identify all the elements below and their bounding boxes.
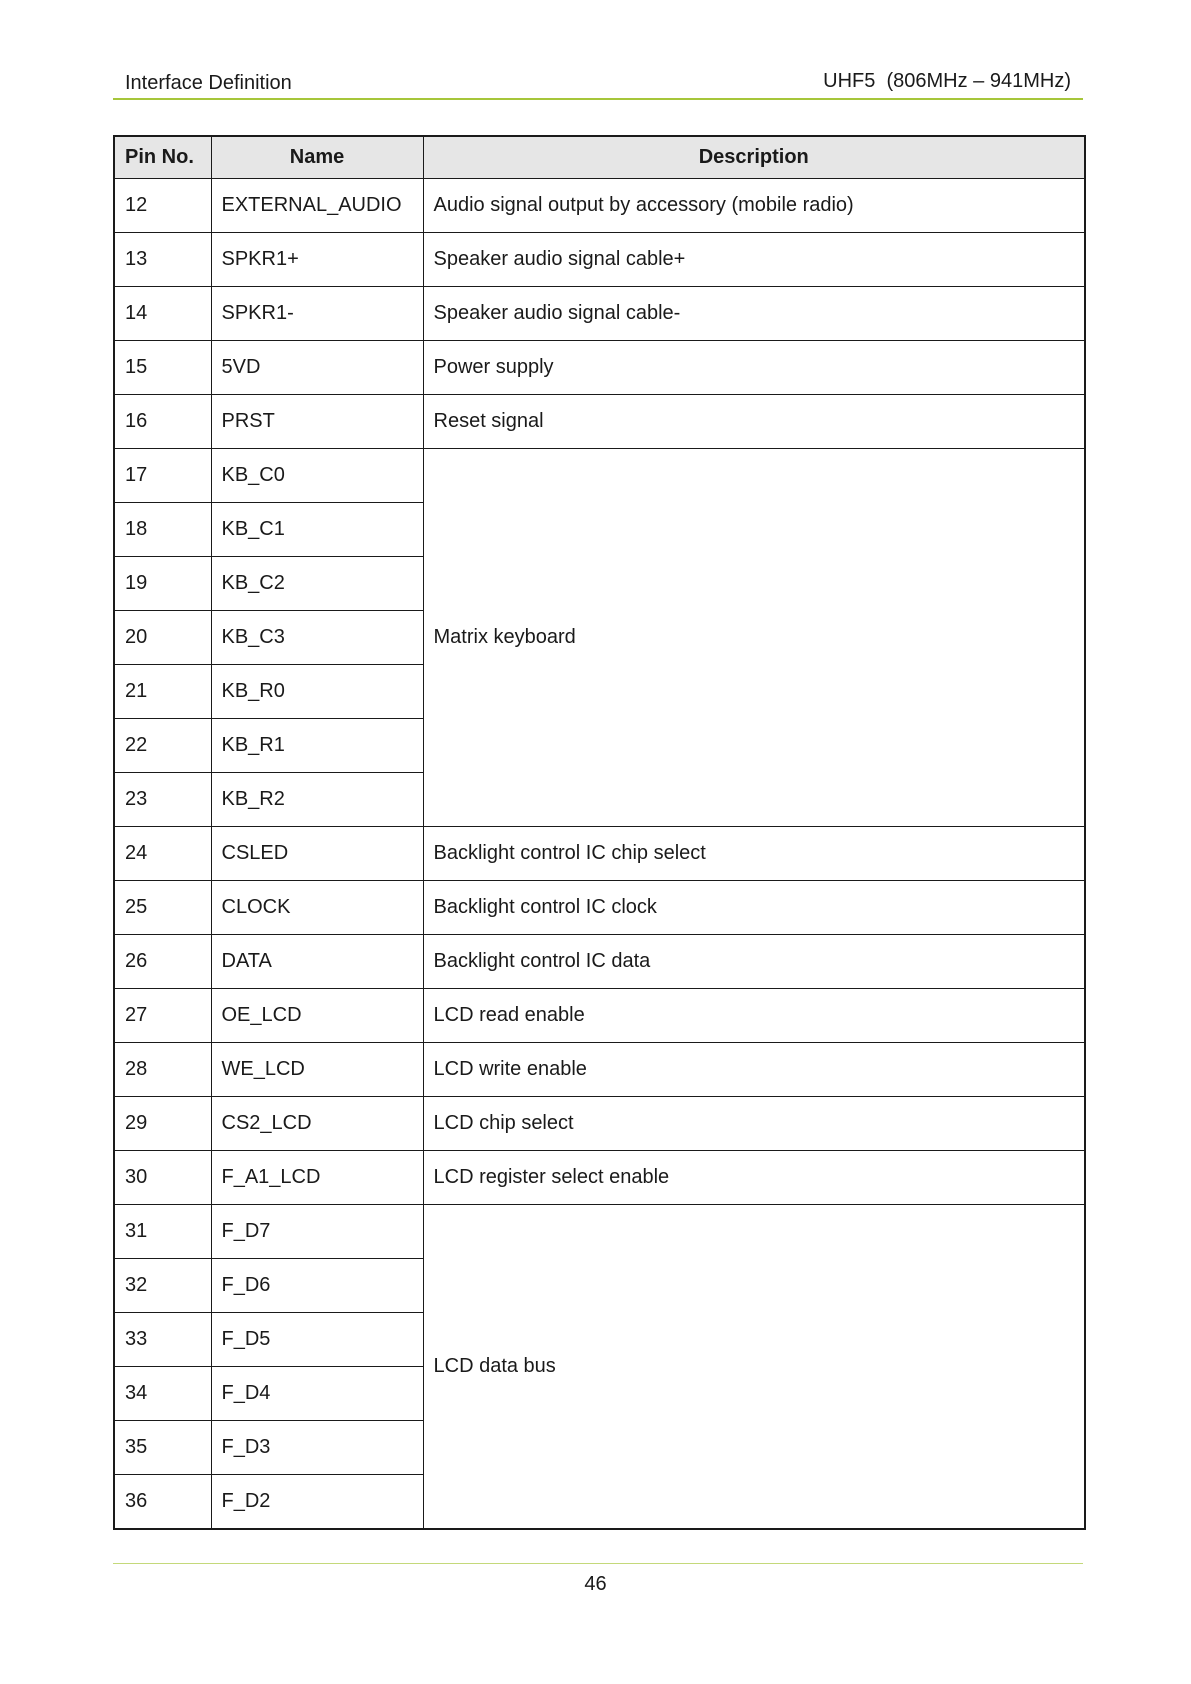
pin-name-cell: EXTERNAL_AUDIO bbox=[211, 179, 423, 233]
pin-name-cell: KB_C0 bbox=[211, 449, 423, 503]
pin-number-cell: 34 bbox=[114, 1367, 211, 1421]
pin-number-cell: 26 bbox=[114, 935, 211, 989]
pin-description-cell: Power supply bbox=[423, 341, 1085, 395]
pin-description-cell: Speaker audio signal cable- bbox=[423, 287, 1085, 341]
table-row bbox=[114, 395, 1085, 449]
pin-number-cell: 13 bbox=[114, 233, 211, 287]
table-body bbox=[114, 179, 1085, 1530]
pin-number-cell: 31 bbox=[114, 1205, 211, 1259]
pin-name-cell: F_D7 bbox=[211, 1205, 423, 1259]
pin-number-cell: 35 bbox=[114, 1421, 211, 1475]
table-row bbox=[114, 1097, 1085, 1151]
header-product-name: UHF5 (806MHz – 941MHz) bbox=[823, 70, 1071, 92]
pin-definition-table bbox=[113, 135, 1086, 1530]
pin-number-cell: 36 bbox=[114, 1475, 211, 1530]
pin-name-cell: KB_C2 bbox=[211, 557, 423, 611]
page-footer-rule bbox=[113, 1563, 1083, 1564]
table-row bbox=[114, 449, 1085, 503]
pin-number-cell: 28 bbox=[114, 1043, 211, 1097]
pin-name-cell: PRST bbox=[211, 395, 423, 449]
pin-description-cell: LCD data bus bbox=[423, 1205, 1085, 1530]
pin-number-cell: 20 bbox=[114, 611, 211, 665]
pin-name-cell: KB_R2 bbox=[211, 773, 423, 827]
column-header-name: Name bbox=[211, 136, 423, 179]
pin-name-cell: 5VD bbox=[211, 341, 423, 395]
pin-number-cell: 32 bbox=[114, 1259, 211, 1313]
pin-number-cell: 27 bbox=[114, 989, 211, 1043]
pin-description-cell: Matrix keyboard bbox=[423, 449, 1085, 827]
pin-name-cell: SPKR1- bbox=[211, 287, 423, 341]
pin-name-cell: KB_C3 bbox=[211, 611, 423, 665]
pin-number-cell: 30 bbox=[114, 1151, 211, 1205]
table-row bbox=[114, 989, 1085, 1043]
pin-description-cell: Audio signal output by accessory (mobile radio) bbox=[423, 179, 1085, 233]
pin-description-cell: Backlight control IC clock bbox=[423, 881, 1085, 935]
pin-description-cell: LCD write enable bbox=[423, 1043, 1085, 1097]
pin-name-cell: CLOCK bbox=[211, 881, 423, 935]
pin-number-cell: 25 bbox=[114, 881, 211, 935]
pin-name-cell: SPKR1+ bbox=[211, 233, 423, 287]
pin-number-cell: 19 bbox=[114, 557, 211, 611]
pin-description-cell: Speaker audio signal cable+ bbox=[423, 233, 1085, 287]
pin-number-cell: 12 bbox=[114, 179, 211, 233]
pin-name-cell: DATA bbox=[211, 935, 423, 989]
column-header-pin: Pin No. bbox=[114, 136, 211, 179]
pin-number-cell: 23 bbox=[114, 773, 211, 827]
pin-name-cell: OE_LCD bbox=[211, 989, 423, 1043]
pin-name-cell: KB_R0 bbox=[211, 665, 423, 719]
pin-name-cell: F_D5 bbox=[211, 1313, 423, 1367]
table-row bbox=[114, 233, 1085, 287]
pin-number-cell: 21 bbox=[114, 665, 211, 719]
page-number: 46 bbox=[584, 1573, 607, 1595]
pin-name-cell: F_D6 bbox=[211, 1259, 423, 1313]
pin-number-cell: 14 bbox=[114, 287, 211, 341]
page-header bbox=[113, 64, 1083, 100]
table-row bbox=[114, 881, 1085, 935]
column-header-description: Description bbox=[423, 136, 1085, 179]
pin-name-cell: KB_R1 bbox=[211, 719, 423, 773]
table-row bbox=[114, 827, 1085, 881]
table-row bbox=[114, 1043, 1085, 1097]
table-header-row bbox=[114, 136, 1085, 179]
pin-number-cell: 33 bbox=[114, 1313, 211, 1367]
pin-name-cell: CS2_LCD bbox=[211, 1097, 423, 1151]
pin-number-cell: 24 bbox=[114, 827, 211, 881]
pin-description-cell: Backlight control IC data bbox=[423, 935, 1085, 989]
pin-name-cell: KB_C1 bbox=[211, 503, 423, 557]
pin-description-cell: LCD register select enable bbox=[423, 1151, 1085, 1205]
table-row bbox=[114, 341, 1085, 395]
pin-name-cell: F_A1_LCD bbox=[211, 1151, 423, 1205]
pin-description-cell: Backlight control IC chip select bbox=[423, 827, 1085, 881]
table-row bbox=[114, 935, 1085, 989]
pin-number-cell: 15 bbox=[114, 341, 211, 395]
table-row bbox=[114, 287, 1085, 341]
table-row bbox=[114, 179, 1085, 233]
table-row bbox=[114, 1205, 1085, 1259]
pin-description-cell: Reset signal bbox=[423, 395, 1085, 449]
pin-number-cell: 18 bbox=[114, 503, 211, 557]
pin-name-cell: F_D4 bbox=[211, 1367, 423, 1421]
pin-number-cell: 22 bbox=[114, 719, 211, 773]
pin-name-cell: WE_LCD bbox=[211, 1043, 423, 1097]
pin-name-cell: F_D3 bbox=[211, 1421, 423, 1475]
table-row bbox=[114, 1151, 1085, 1205]
pin-name-cell: CSLED bbox=[211, 827, 423, 881]
pin-name-cell: F_D2 bbox=[211, 1475, 423, 1530]
pin-description-cell: LCD chip select bbox=[423, 1097, 1085, 1151]
pin-number-cell: 29 bbox=[114, 1097, 211, 1151]
header-section-title: Interface Definition bbox=[125, 72, 292, 94]
pin-number-cell: 16 bbox=[114, 395, 211, 449]
pin-description-cell: LCD read enable bbox=[423, 989, 1085, 1043]
pin-number-cell: 17 bbox=[114, 449, 211, 503]
